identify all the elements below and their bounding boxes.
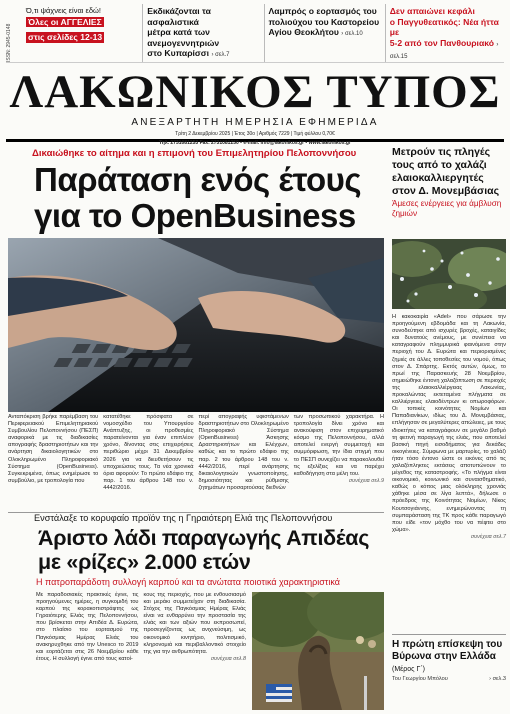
main-col-1: Ανταπόκριση βρήκε παρέμβαση του Περιφερειακού Επιμελητηριακού Συμβουλίου Πελοποννήσου (ΠΕΣΠ) αναφορικά με τις διαδικασίες απογραφής δραστηριοτήτων και την ανάρτηση δικαιολογητικών στο Ολοκληρωμένο Πληροφοριακό Σύστημα (OpenBusiness). Συγκεκριμένα, όπως ενημέρωσε το συμβούλιο, με τροπολογία που	[8, 414, 99, 484]
hail-subheading: Άμεσες ενέργειες για άμβλυση ζημιών	[392, 199, 502, 218]
olive-tree-photo	[252, 592, 384, 710]
teaser-line: Δεν απαιώνει κεφάλι	[389, 6, 475, 16]
masthead-subtitle: ΑΝΕΞΑΡΤΗΤΗ ΗΜΕΡΗΣΙΑ ΕΦΗΜΕΡΙΔΑ	[131, 117, 379, 128]
masthead	[6, 62, 504, 146]
hail-headline[interactable]: Μετρούν τις πληγές τους από το χαλάζι ελαιοκαλλιεργητές στον Δ. Μονεμβάσιας	[392, 146, 500, 197]
teaser-line: Λαμπρός ο εορτασμός του	[268, 6, 377, 16]
teaser-line: στο Κυπαρίσσι › σελ.7	[147, 48, 230, 58]
teaser-line: Όλες οι ΑΓΓΕΛΙΕΣ	[28, 16, 102, 27]
teaser-kastoreio[interactable]	[265, 4, 386, 62]
olive-col-2: κους της περιοχής, που με ενθουσιασμό και μεράκι συμμετείχαν στη διαδικασία. Στόχος της Παγκόσμιας Ημέρας Ελιάς είναι να ενθαρρύνει την προστασία της ελιάς και των αξιών που εκπροσωπεί, προσεγγίζοντας ως ανιχνεύσιμη, ως οικονομικό κινητήριο, πολιτισμικό, κληρονομιά και περιβαλλοντικό στοιχείο της για την ανθρωπότητα. συνέχεια σελ.8	[143, 592, 246, 662]
olive-subheading: Η πατροπαράδοτη συλλογή καρπού και τα ανώτατα ποιοτικά χαρακτηριστικά	[36, 577, 340, 587]
teaser-line: ο Παγγυθεατικός: Νέα ήττα με	[389, 16, 499, 37]
masthead-title: ΛΑΚΩΝΙΚΟΣ ΤΥΠΟΣ	[9, 66, 501, 118]
hail-article-body: Η κακοκαιρία «Adel» που σάρωσε την προηγούμενη εβδομάδα και τη Λακωνία, συνοδεύτηκε από ισχυρές βροχές, καταιγίδες και δυνατούς ανέμους, με συνέπεια να καταγραφούν πλημμυρικά φαινόμενα στην περιοχή του Δ. Ευρώτα και περιορισμένες ζημιές σε άλλες τοποθεσίες του νομού, όπως στον Δ. Σπάρτης. Εκτός αυτών, όμως, το πρωί της Παρασκευής 28 Νοεμβρίου, σημειώθηκε έντονη χαλαζόπτωση σε περιοχές της ελαιοκαλλιέργειας Λακωνίας, προκαλώντας εκτεταμένα πλήγματα σε καλλιέργειες ελαιοδέντρων κι οπωροφόρων. Οι τοπικές κοινότητες Νομίων και Παπαδιανίκων, ιδίως του Δ. Μονεμβάσιας, επλήγησαν σε μεγαλύτερες απώλειες, με τους ιδιοκτήτες να καταγράφουν σε μεγάλο βαθμό τη φετινή παραγωγή της ελιάς, που αποτελεί βασική πηγή εισοδήματος για δεκάδες οικογένειες. Σύμφωνα με μαρτυρίες, το χαλάζι ήταν τόσο έντονο ώστε οι εικόνες από τις χαλαζόπληκτες εκτάσεις αποτυπώνουν το μέγεθος της καταστροφής. «Το πλήγμα είναι οικονομικό, κοινωνικό και συναισθηματικό, καθώς ο κόπος μιας ολόκληρης χρονιάς χάθηκε μέσα σε λίγα λεπτά», δήλωσε ο πρόεδρος της Κοινότητας Νομίων, Νίκος Κουτσογιάννης, ενημερώνοντας τη συμπαράσταση της ΤΚ προς κάθε παραγωγό που είδε «τον μόχθο του να πέφτει στο χώμα». συνέχεια σελ.7	[392, 314, 506, 540]
teaser-line: Εκδικάζονται τα ασφαλιστικά	[147, 6, 211, 27]
main-article-body	[8, 414, 384, 508]
teaser-line: στις σελίδες 12-13	[28, 32, 103, 42]
issn: ISSN: 2945-0148	[6, 23, 12, 62]
teaser-classifieds[interactable]	[22, 4, 143, 62]
main-photo-laptop-hands	[8, 238, 384, 412]
teaser-windturbines[interactable]	[143, 4, 264, 62]
olive-article-body	[36, 592, 246, 710]
masthead-contact: Τηλ. 2731081253 Fax. 2731081250 • e-mail. info@lakonikos.gr • www.lakonikos.gr	[159, 139, 351, 146]
olive-kicker: Ενστάλαξε το κορυφαίο προϊόν της η Γηραιότερη Ελιά της Πελοποννήσου	[34, 513, 333, 523]
hail-damaged-olives-photo	[392, 239, 506, 309]
byron-byline: Του Γεωργίου Μπόλου › σελ.3	[392, 676, 506, 682]
teaser-line: Αγίου Θεοκλήτου › σελ.10	[268, 27, 363, 37]
main-col-2: κατατέθηκε πρόσφατα σε νομοσχέδιο του Υπουργείου Ανάπτυξης, οι προθεσμίες παρατείνονται για έναν επιπλέον χρόνο, δίνοντας στις επιχειρήσεις περιθώριο μέχρι 31 Δεκεμβρίου 2026 για να διευθετήσουν τις υποχρεώσεις τους. Τα νέα χρονικά όρια αφορούν: Το πρώτο εδάφιο της παρ. 1 του άρθρου 148 του ν. 4442/2016.	[103, 414, 194, 491]
main-col-4: των προσωπικού χαρακτήρα. Η τροπολογία δίνει χρόνο και ανακούφιση στον επιχειρηματικό κόσμο της Πελοποννήσου, αλλά αποτελεί ενεργή συμμετοχή και συμμόρφωση, την ίδια στιγμή που το ΠΕΣΠ συνεχίζει να παρακολουθεί τις εξελίξεις και να παρέχει καθοδήγηση στα μέλη του. συνέχεια σελ.9	[293, 414, 384, 484]
teaser-strip	[6, 4, 506, 62]
main-continued[interactable]: συνέχεια σελ.9	[348, 477, 384, 484]
hail-continued[interactable]: συνέχεια σελ.7	[470, 533, 506, 540]
teaser-line: Ό,τι ψάχνεις είναι εδώ!	[26, 6, 101, 15]
right-column-story	[392, 146, 506, 218]
byron-teaser[interactable]	[392, 634, 506, 682]
main-headline[interactable]: Παράταση ενός έτους για το OpenBusiness	[34, 161, 362, 234]
olive-col-1: Με παραδοσιακές πρακτικές έγινε, τις προηγούμενες ημέρες, η συγκομιδή του καρπού της κορακοπιστράφτης ως Γηραιότερης Ελιάς της Πελοποννήσου, που βρίσκεται στην Απιδέα Δ. Ευρώτα, στο πλαίσιο του εορτασμού της Παγκόσμιας Ημέρας Ελιάς του ανακηρυχθηκε από την Unesco το 2019 και εορτάζεται στις 26 Νοεμβρίου κάθε έτους. Η συλλογή έγινε από τους κατοί-	[36, 592, 139, 662]
main-col-3: περί απογραφής υφιστάμενων δραστηριοτήτων στο Ολοκληρωμένο Πληροφοριακό Σύστημα (OpenBusiness) Άσκησης Δραστηριοτήτων και Ελέγχων, καθώς και το πρώτο εδάφιο της παρ. 2 του άρθρου 148 του ν. 4442/2016, περί ανάρτησης δικαιολογητικών γνωστοποίησης, δημοσιότητας και ρύθμισης ζητημάτων προσαρτούσας διεθνών	[198, 414, 289, 491]
teaser-line: μέτρα κατά των ανεμογεννητριών	[147, 27, 220, 48]
teaser-football[interactable]	[386, 4, 506, 62]
main-kicker: Δικαιώθηκε το αίτημα και η επιμονή του Επιμελητηρίου Πελοποννήσου	[32, 148, 357, 159]
byron-headline: Η πρώτη επίσκεψη του Βύρωνα στην Ελλάδα (Μέρος Γ΄)	[392, 639, 503, 673]
olive-continued[interactable]: συνέχεια σελ.8	[210, 655, 246, 662]
masthead-issue-info: Τρίτη 2 Δεκεμβρίου 2025 | Έτος 30ο | Αριθμός 7229 | Τιμή φύλλου 0,70€	[175, 131, 335, 137]
olive-headline[interactable]: Άριστο λάδι παραγωγής Απιδέας με «ρίζες» 2.000 ετών	[38, 526, 370, 574]
teaser-line: 5-2 από τον Πανθουριακό › σελ.15	[389, 37, 499, 60]
teaser-line: πολιούχου του Καστορείου	[268, 16, 380, 27]
